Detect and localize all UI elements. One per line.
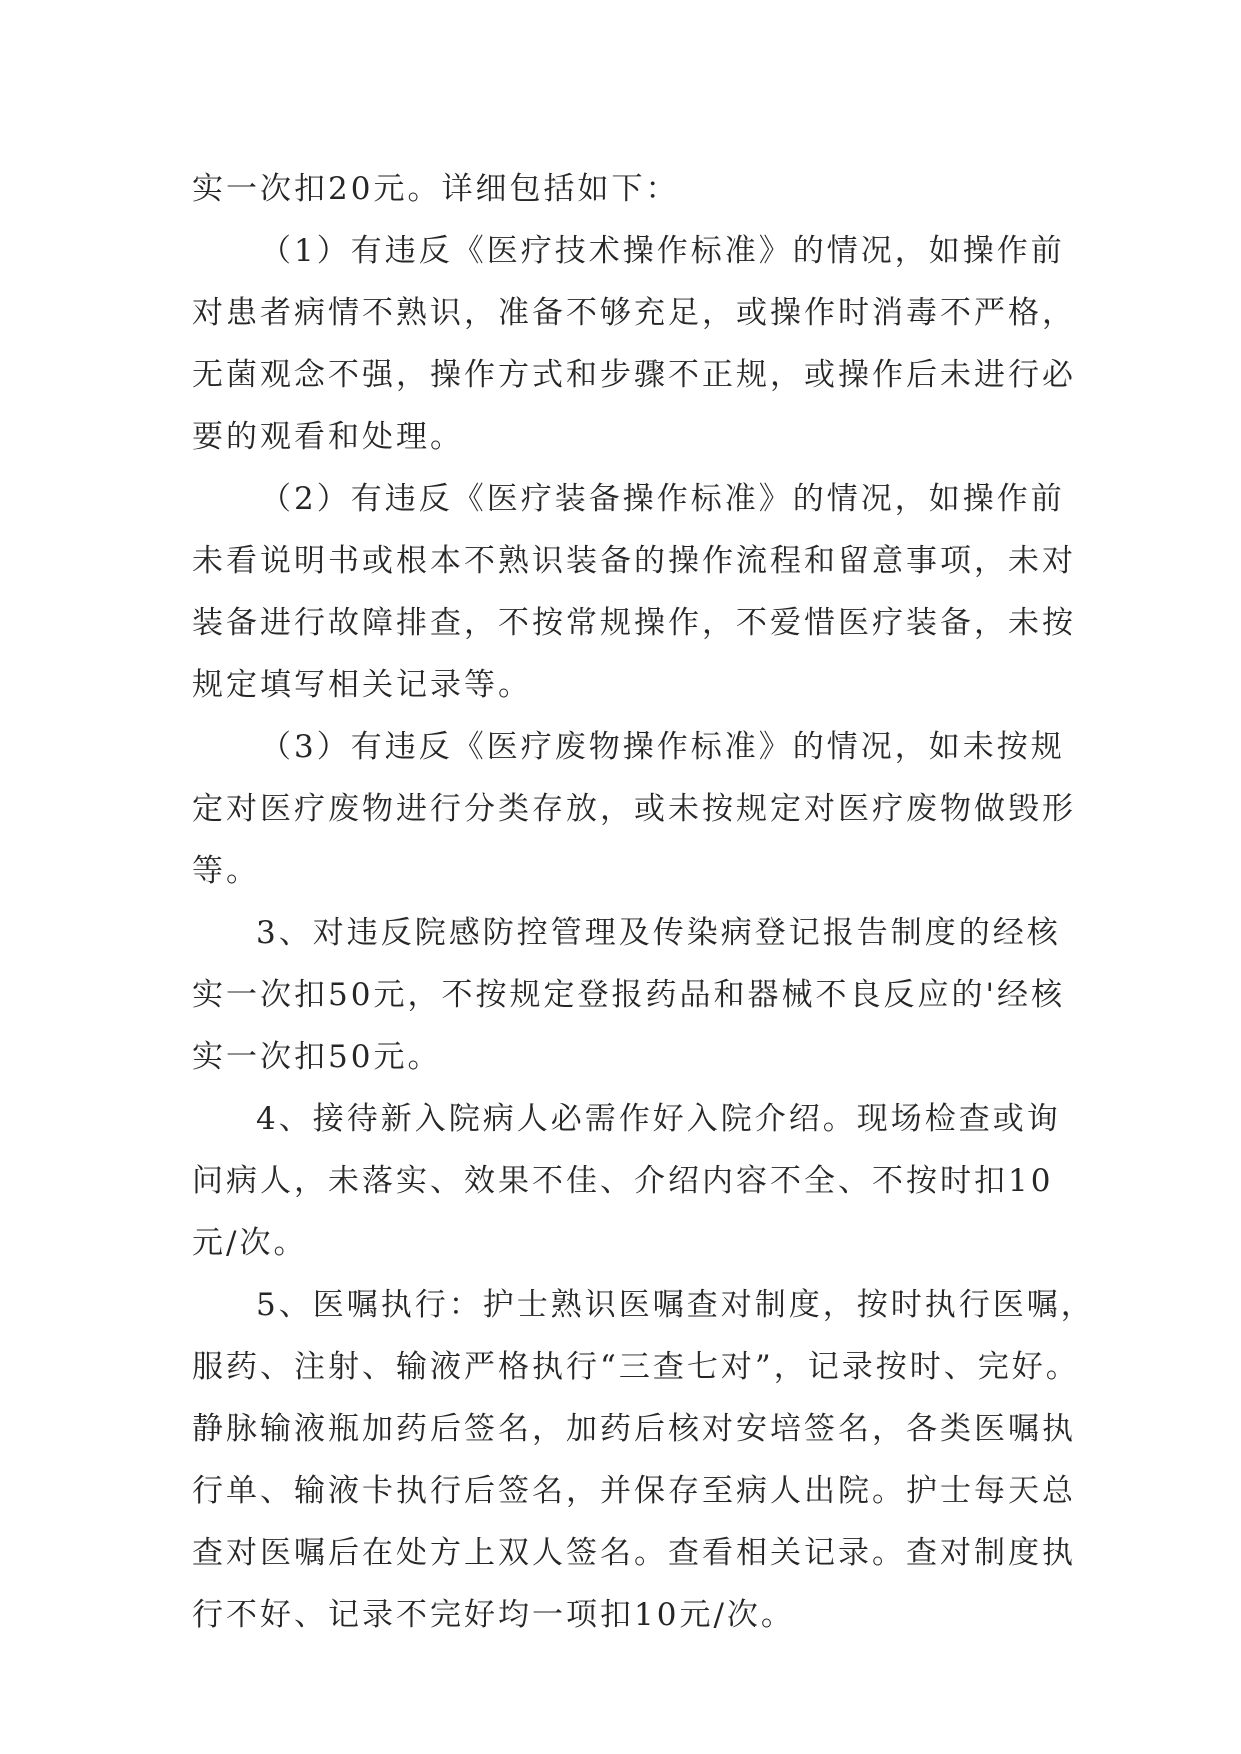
text-line: 装备进行故障排查，不按常规操作，不爱惜医疗装备，未按 — [192, 605, 1076, 641]
text-line: 元/次。 — [192, 1225, 308, 1261]
item-4-start: 4、接待新入院病人必需作好入院介绍。现场检查或询 — [256, 1101, 1061, 1137]
text-line: 实一次扣20元。详细包括如下： — [192, 171, 680, 207]
item-3-start: 3、对违反院感防控管理及传染病登记报告制度的经核 — [256, 915, 1061, 951]
text-line: 服药、注射、输液严格执行“三查七对”，记录按时、完好。 — [192, 1349, 1080, 1385]
text-line: 行不好、记录不完好均一项扣10元/次。 — [192, 1597, 795, 1633]
text-line: 对患者病情不熟识，准备不够充足，或操作时消毒不严格， — [192, 295, 1076, 331]
text-line: 要的观看和处理。 — [192, 419, 464, 455]
paragraph-1-start: （1）有违反《医疗技术操作标准》的情况，如操作前 — [260, 233, 1065, 269]
text-line: 行单、输液卡执行后签名，并保存至病人出院。护士每天总 — [192, 1473, 1076, 1509]
text-line: 实一次扣50元。 — [192, 1039, 442, 1075]
text-line: 实一次扣50元，不按规定登报药品和器械不良反应的'经核 — [192, 977, 1065, 1013]
text-line: 问病人，未落实、效果不佳、介绍内容不全、不按时扣10 — [192, 1163, 1054, 1199]
text-line: 规定填写相关记录等。 — [192, 667, 532, 703]
paragraph-2-start: （2）有违反《医疗装备操作标准》的情况，如操作前 — [260, 481, 1065, 517]
text-line: 未看说明书或根本不熟识装备的操作流程和留意事项，未对 — [192, 543, 1076, 579]
text-line: 定对医疗废物进行分类存放，或未按规定对医疗废物做毁形 — [192, 791, 1076, 827]
document-body — [192, 158, 1095, 1646]
text-line: 等。 — [192, 853, 260, 889]
item-5-start: 5、医嘱执行：护士熟识医嘱查对制度，按时执行医嘱， — [256, 1287, 1095, 1323]
text-line: 无菌观念不强，操作方式和步骤不正规，或操作后未进行必 — [192, 357, 1076, 393]
paragraph-3-start: （3）有违反《医疗废物操作标准》的情况，如未按规 — [260, 729, 1065, 765]
text-line: 静脉输液瓶加药后签名，加药后核对安培签名，各类医嘱执 — [192, 1411, 1076, 1447]
text-line: 查对医嘱后在处方上双人签名。查看相关记录。查对制度执 — [192, 1535, 1076, 1571]
